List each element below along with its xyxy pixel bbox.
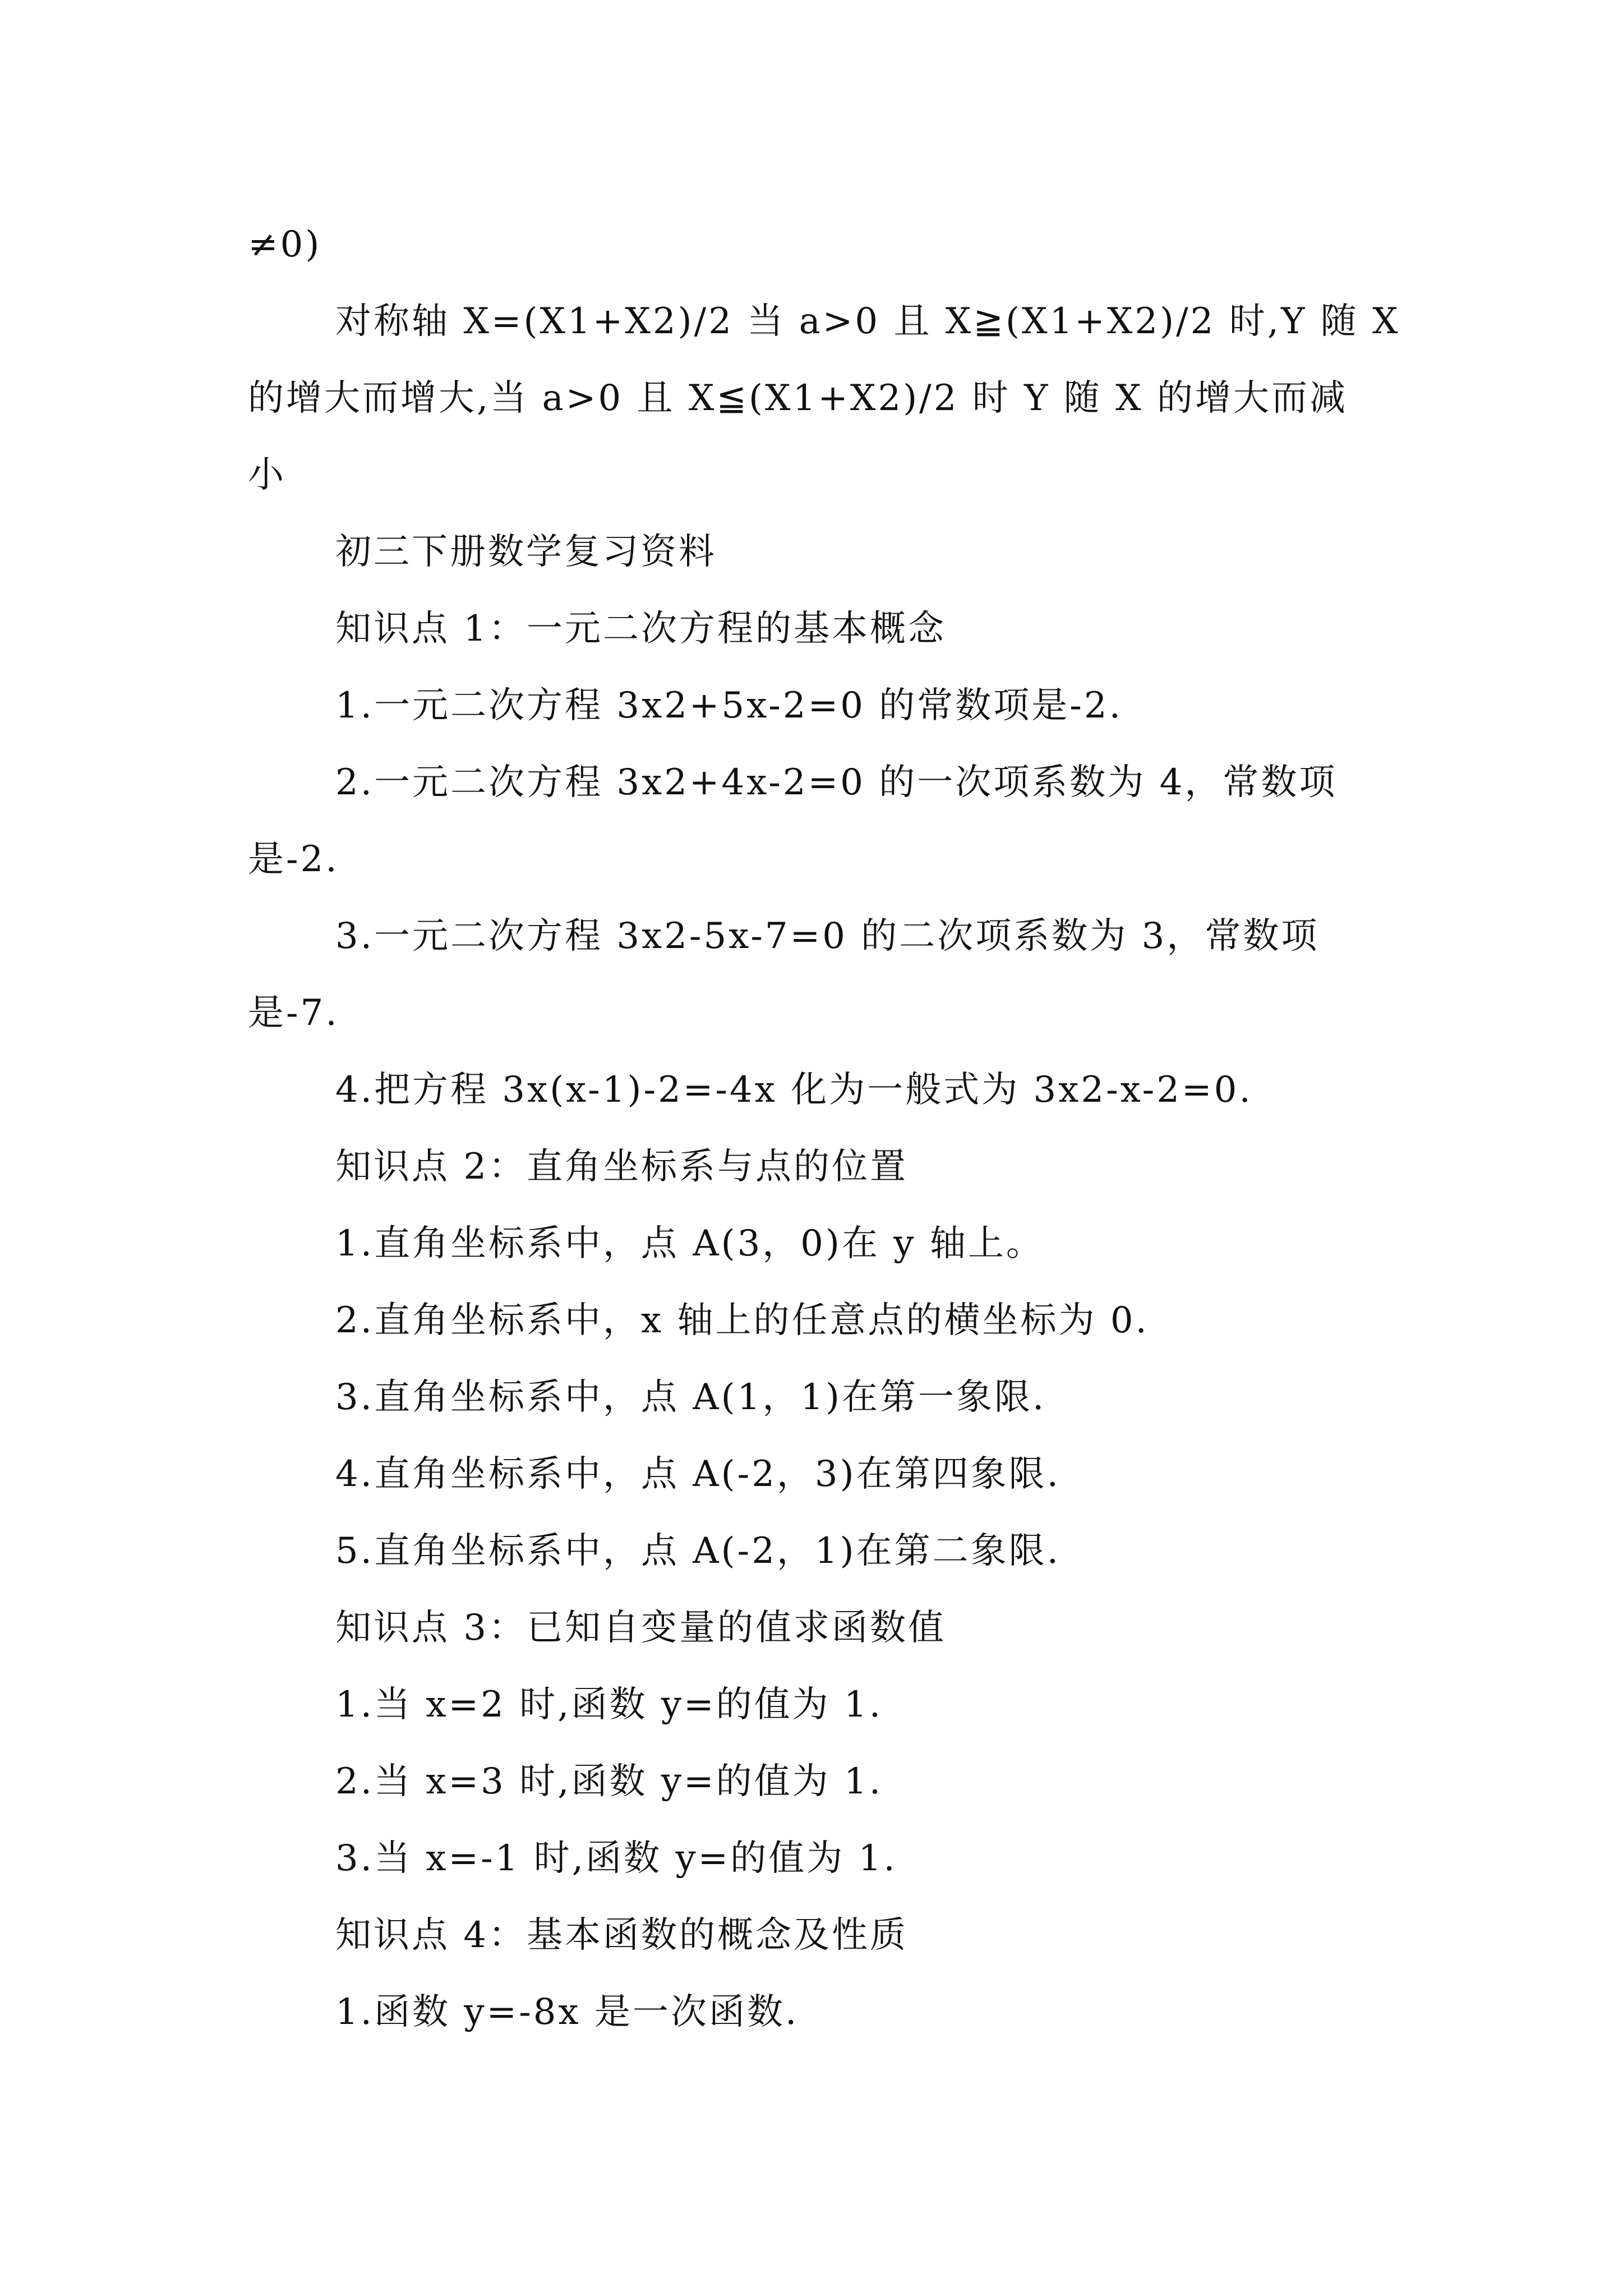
list-item: 2.直角坐标系中，x 轴上的任意点的横坐标为 0.	[335, 1300, 1149, 1341]
knowledge-point-heading: 知识点 4：基本函数的概念及性质	[335, 1915, 909, 1956]
list-item: 1.函数 y=-8x 是一次函数.	[335, 1991, 799, 2033]
list-item: 2.当 x=3 时,函数 y=的值为 1.	[335, 1761, 883, 1802]
list-item: 3.直角坐标系中，点 A(1，1)在第一象限.	[335, 1377, 1046, 1418]
list-item-continuation: 是-2.	[248, 839, 339, 880]
list-item: 1.直角坐标系中，点 A(3，0)在 y 轴上。	[335, 1223, 1044, 1264]
list-item: 5.直角坐标系中，点 A(-2，1)在第二象限.	[335, 1530, 1061, 1572]
list-item: 1.一元二次方程 3x2+5x-2=0 的常数项是-2.	[335, 685, 1123, 726]
knowledge-point-heading: 知识点 3：已知自变量的值求函数值	[335, 1607, 947, 1649]
list-item-continuation: 是-7.	[248, 992, 339, 1034]
text-line: 小	[248, 454, 286, 496]
list-item: 1.当 x=2 时,函数 y=的值为 1.	[335, 1684, 883, 1726]
list-item: 4.直角坐标系中，点 A(-2，3)在第四象限.	[335, 1453, 1061, 1495]
section-title: 初三下册数学复习资料	[335, 531, 717, 573]
text-line: ≠0)	[248, 224, 322, 265]
list-item: 3.当 x=-1 时,函数 y=的值为 1.	[335, 1838, 897, 1879]
list-item: 2.一元二次方程 3x2+4x-2=0 的一次项系数为 4，常数项	[335, 762, 1338, 803]
list-item: 3.一元二次方程 3x2-5x-7=0 的二次项系数为 3，常数项	[335, 915, 1320, 957]
text-line: 的增大而增大,当 a>0 且 X≦(X1+X2)/2 时 Y 随 X 的增大而减	[248, 378, 1348, 419]
knowledge-point-heading: 知识点 2：直角坐标系与点的位置	[335, 1146, 909, 1188]
knowledge-point-heading: 知识点 1：一元二次方程的基本概念	[335, 608, 947, 650]
document-body	[248, 206, 1400, 2051]
text-line: 对称轴 X=(X1+X2)/2 当 a>0 且 X≧(X1+X2)/2 时,Y 随 X	[335, 301, 1400, 342]
list-item: 4.把方程 3x(x-1)-2=-4x 化为一般式为 3x2-x-2=0.	[335, 1069, 1253, 1111]
